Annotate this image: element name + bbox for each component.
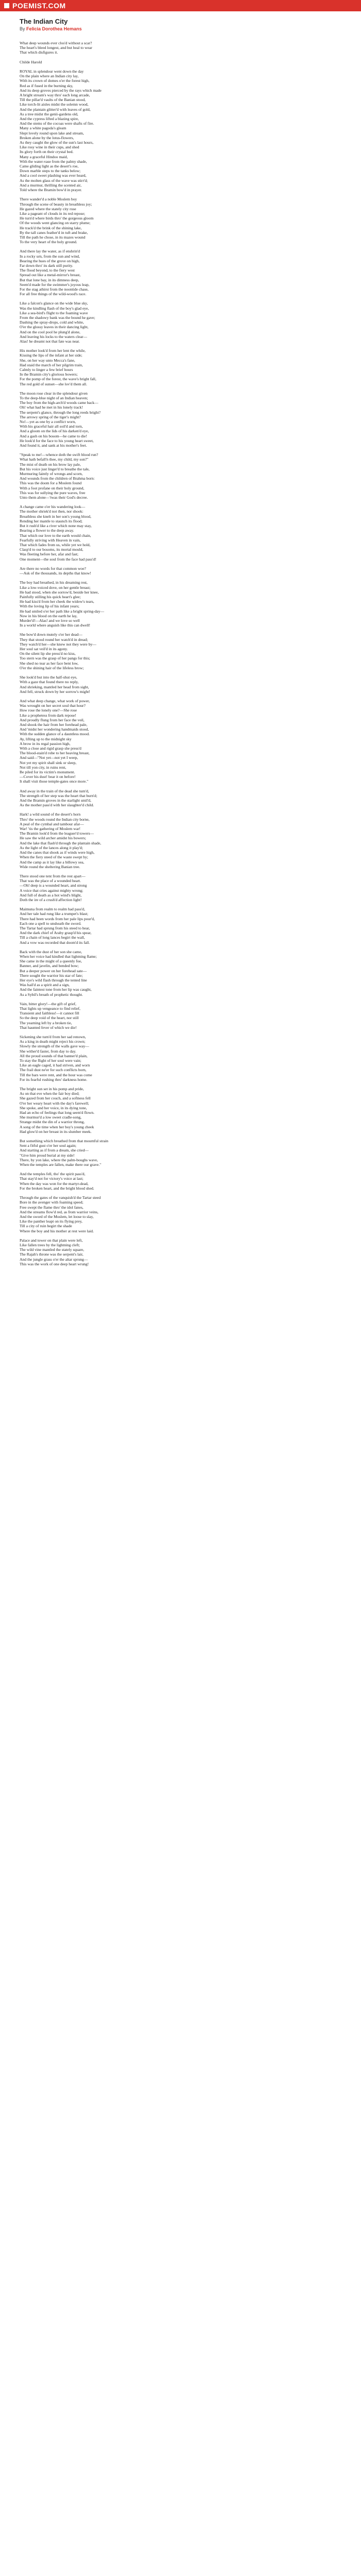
poem-line: But something which breathed from that mournful strain [20,1139,108,1144]
poem-line: As a Sybil's breath of prophetic thought. [20,992,83,997]
stanza [20,950,341,997]
poem-line: Sent a fitful gust o'er her soul again; [20,1143,76,1148]
logo-icon [4,3,9,8]
stanza [20,69,341,192]
poem-line: Not yet my spirit shall sink or sleep, [20,760,77,765]
poem-line: Sickening she turn'd from her sad renown, [20,1035,86,1039]
poem-line: That lights up vengeance to find relief, [20,1006,80,1011]
poem-line: Red as if fused in the burning sky, [20,83,73,88]
poem-line: With the loving lip of his infant years; [20,604,79,609]
poem-line: Dashing the spray-drops, cold and white, [20,320,84,325]
site-header [0,0,361,11]
poem-line: She look'd but into the half-shut eye, [20,675,77,680]
poem-line: And starting as if from a dream, she cried— [20,1148,89,1153]
poem-line: Be piled for its victim's monument. [20,770,75,775]
poem-line: Far down thro' its dark still purity. [20,263,73,268]
poem-line: Bearing the hues of the grove on high, [20,258,80,263]
poem-line: —Oh! deep is a wounded heart, and strong [20,883,87,888]
poem-line: And a murmur, thrilling the scented air, [20,182,82,188]
poem-line: The arrowy spring of the tiger's might? [20,414,81,419]
poem-line: The Rajah's throne was the serpent's lair, [20,1252,84,1257]
poem-line: But that lone bay, in its dimness deep, [20,277,79,282]
poem-line: Came gliding light as the desert's roe, [20,164,79,169]
poem-line: —Cover his dust! bear it on before! [20,774,76,779]
poem-line: There sought the warrior his star of fate; [20,973,83,978]
poem-line: Till the path he chose, in its mazes wound [20,234,86,240]
poem-line: Murmuring faintly of wrongs and scorn, [20,471,83,477]
poem-line: She came in the might of a queenly foe, [20,959,82,964]
poem-line: Like a falcon's glance on the wide blue sky, [20,301,88,306]
poem-line: Clasp'd to our bosoms, its mortal mould, [20,547,84,552]
poem-line: And the streams flow'd red, as from warrior veins, [20,1209,99,1214]
poem-line: A brow in its regal passion high, [20,741,71,746]
poem-line: She wither'd faster, from day to day. [20,1048,76,1054]
poem-line: He saw the wild archer amidst his bowers; [20,836,86,841]
poem-line: When the temples are fallen, make there our grave." [20,1162,102,1167]
poem-line: As they caught the glow of the sun's last hours, [20,140,94,145]
poem-line: The mist of death on his brow lay pale, [20,462,81,467]
poem-line: By the tall canes feather'd in tuft and brake, [20,230,88,235]
poem-line: This was the work of one deep heart wrung! [20,1261,89,1266]
stanza [20,249,341,296]
poem-line: Her eye's wild flash through the tented line [20,977,87,982]
poem-line: Till the bars were rent, and the hour was come [20,1072,92,1077]
poem-line: "Give him proud burial at my side! [20,1153,75,1158]
poem-line: And a cool sweet plashing was ever heard, [20,173,87,178]
poem-line: And full of death as a hot wind's blight, [20,892,82,897]
poem-line: With the sudden glance of a dauntless mood. [20,732,90,737]
poem-line: To stay the flight of her soul were vain; [20,1058,81,1063]
poem-line: The frail dust ne'er for such conflicts born, [20,1067,87,1073]
poem-line: And shook the hair from her forehead pale, [20,722,88,727]
poem-line: And away in the train of the dead she turn'd, [20,788,89,793]
poem-body [20,41,341,1266]
poem-line: Kissing the lips of the infant at her side; [20,353,83,358]
poem-line: The blood-stain'd robe to her heaving breast, [20,751,90,756]
poem-line: She murmur'd a low sweet cradle-song, [20,1115,81,1120]
poem-line: And found it, and sank at his mother's feet. [20,443,87,448]
poem-line: Oh! what had he met in his lonely track! [20,405,83,410]
poem-line [20,55,341,60]
poem-line: The mother shriek'd not then, nor shook: [20,509,84,514]
poem-line: Like a pageant of clouds in its red repose; [20,211,85,216]
poem-line: And the cypress lifted a blazing spire, [20,116,79,122]
stanza [20,391,341,448]
site-logo[interactable]: POEMIST.COM [12,2,66,10]
poem-line: Many a graceful Hindoo maid, [20,154,68,159]
poem-line: Are there no words for that common woe? [20,566,86,571]
poem-line: The wild vine mantled the stately square, [20,1247,85,1252]
poem-line: And its deep groves pierced by the rays which made [20,88,102,93]
poem-line: Bearing a flower to the deep away. [20,528,74,533]
stanza [20,41,341,64]
poem-line: Free swept the flame thro' the idol fanes, [20,1205,84,1210]
author-prefix: By [20,26,27,31]
poem-line: A song of the time when her boy's young cheek [20,1124,94,1129]
poem-line: The moon rose clear in the splendour given [20,391,88,396]
poem-line: Doth the ire of a crush'd affection light! [20,897,82,902]
stanza [20,566,341,628]
poem-line: The bright sun set in his pomp and pride, [20,1087,84,1092]
poem-line: This was for sullying the pure waves, free [20,490,86,495]
stanza [20,874,341,902]
poem-line: And the temples fell, tho' the spirit pass'd, [20,1172,86,1177]
poem-line: Breathless she knelt in her son's young blood, [20,514,91,519]
poem-line: It shall visit those temple-gates once more." [20,779,89,784]
poem-line: Strange midst the din of a warrior throng, [20,1120,85,1125]
poem-line: With a gaze that found there no reply, [20,680,79,685]
poem-line: Broken alone by the lotus-flowers, [20,135,74,140]
poem-line: He look'd for the face to his young heart sweet, [20,438,94,443]
poem-line: How rose the lonely one?—She rose [20,708,77,713]
poem-line: Each one a spell to unsheath the sword. [20,921,81,926]
poem-content [0,11,361,2576]
stanza [20,1195,341,1233]
poem-line: A change came o'er his wandering look— [20,504,86,510]
poem-line: In the Bramin city's glorious bowers; [20,372,78,377]
poem-line: A voice that cries against mighty wrong; [20,888,84,893]
poem-line: His mother look'd from her lent the while, [20,348,86,353]
poem-line: But it rush'd like a river which none may stay, [20,523,92,529]
poem-line: Slowly the strength of the walls gave way— [20,1044,89,1049]
poem-line: And there lay the water, as if enshrin'd [20,249,80,254]
stanza [20,452,341,500]
poem-line: And proudly flung from her face the veil, [20,717,85,722]
poem-line: Hark! a wild sound of the desert's horn [20,812,80,817]
poem-byline [20,26,341,31]
poem-line: Like torch-lit aisles midst the solemn wood, [20,102,89,107]
poem-line: He had stood, when she sorrow'd, beside her knee, [20,589,99,595]
poem-line: Many a white pagoda's gleam [20,126,67,131]
poem-line: Like fallen trees by the lightning cleft; [20,1242,80,1247]
poem-line: In a world where anguish like this can dwell! [20,623,91,628]
poem-line: Had an echo of feelings that long seem'd flown. [20,1110,94,1115]
poem-line: Palace and tower on that plain were left, [20,1238,83,1243]
poem-line: What deep wounds ever clos'd without a scar? [20,41,92,45]
poem-line: That which fades from us, while yet we hold, [20,542,91,547]
poem-line: And what deep change, what work of power, [20,699,90,703]
poem-line: The flood beyond, to the fiery west [20,268,75,273]
poem-line: There, by yon lake, where the palm-boughs wave, [20,1157,98,1162]
poem-line: When the day was won for the martyr-dead, [20,1181,89,1186]
poem-line: That which disfigures it. [20,50,58,55]
poem-line: ROYAL in splendour went down the day [20,69,84,74]
poem-line: With the water-vase from the palmy shade, [20,159,87,164]
poem-line: She, on her way unto Mecca's fane, [20,358,75,363]
poem-line: Not till yon city, in ruins rent, [20,765,67,770]
poem-line: She bow'd down mutely o'er her dead— [20,632,83,637]
poem-line: And the camp as it lay like a billowy sea, [20,859,85,865]
poem-line: Rending her mantle to staunch its flood; [20,518,83,523]
poem-line: She gazed from her couch, and a softness fell [20,1096,91,1101]
poem-line: Maimuna from realm to realm had pass'd, [20,907,85,912]
poem-line: And the sword of the Moslem, let loose to slay, [20,1214,94,1219]
poem-line: For its fearful rushing thro' darkness home. [20,1077,88,1082]
poem-line: Of the woods went glancing on starry plume; [20,221,91,226]
poem-line: The Tartar had sprung from his steed to hear, [20,925,90,930]
poem-line: And a vow was recorded that doom'd its fall. [20,940,90,945]
poem-line: Now in his blood on the earth he lay, [20,613,77,618]
poem-line: The strength of her step was the heart that burn'd; [20,793,97,798]
stanza [20,1172,341,1191]
poem-line: When the fiery steed of the waste swept by; [20,855,88,860]
poem-line: "Speak to me!—whence doth the swift blood run? [20,452,99,457]
poem-line: And said—"Not yet—not yet I weep, [20,755,78,760]
poem-line: They that stood round her watch'd in dread; [20,637,88,642]
stanza [20,632,341,694]
poem-line: One moment—the soul from the face had pass'd! [20,556,96,562]
poem-line: Banner, and javelin, and bended bow; [20,963,79,969]
stanza [20,1087,341,1134]
poem-line: On the plain where an Indian city lay, [20,74,79,79]
poem-line: Told where the Bramin bow'd in prayer. [20,188,82,193]
poem-line: On the silent lip she press'd no kiss, [20,651,76,656]
stanza [20,699,341,784]
poem-line: Like rosy wine in their cups, and shed [20,145,79,150]
stanza [20,1002,341,1030]
stanza [20,301,341,344]
poem-line: A bright stream's way thro' each long arcade, [20,93,90,98]
poem-line: With his graceful hair all soil'd and torn, [20,424,83,429]
poem-line: Like a sea-bird's flight to the foaming wave [20,310,88,315]
poem-line: And the Bramin groves in the starlight smil'd, [20,798,91,803]
stanza [20,812,341,869]
poem-line: And the lake that flash'd through the plantain shade, [20,840,102,845]
poem-line: Unto them alone—'twas their God's decree. [20,495,88,500]
poem-line: With its crown of domes o'er the forest high, [20,78,90,83]
poem-line: And the dark chief of Araby grasp'd his spear, [20,930,92,936]
poem-line: She shed no tear as her face bent low, [20,660,79,666]
stanza [20,1035,341,1082]
poem-line: No!—yet as one by a conflict worn, [20,419,76,425]
poem-line: That haunted fever of which we die! [20,1025,77,1030]
poem-line: For the pomp of the forest, the wave's bright fall, [20,377,96,382]
poem-line: Till a city of ruin begirt the shade [20,1224,72,1229]
poem-line: He turn'd where birds thro' the gorgeous gloom [20,216,94,221]
poem-line: —Ask of the thousands, its depths that know! [20,570,91,575]
poem-line: With a close and rigid grasp she press'd [20,746,81,751]
poem-line: O'er the glossy leaves in their dancing light, [20,325,89,330]
stanza [20,1238,341,1266]
poem-line: As the mother pass'd with her slaughter'd child. [20,803,94,808]
poem-line: With a foot profane on their holy ground, [20,485,85,490]
poem-line: Had staid the march of her pilgrim train, [20,362,83,367]
poem-line: For the broken heart, and the bright blood shed. [20,1185,94,1191]
poem-line: Was fleeting before her, afar and fast; [20,552,78,557]
poem-line: Transient and faithless!—it cannot fill [20,1011,79,1016]
poem-line: And fell, struck down by her sorrow's might! [20,689,90,694]
poem-line: The red gold of sunset—she lov'd them all. [20,381,87,386]
poem-line: Back with the dust of her son she came, [20,949,82,954]
poem-line: All the proud sounds of that banner'd plain, [20,1053,88,1058]
poem-line: When her voice had kindled that lightning flame; [20,954,97,959]
poem-line: To the very heart of the holy ground. [20,240,77,245]
poem-line: Slept lovely round upon lake and stream, [20,130,84,135]
poem-line: And leaving his locks to the waters clear— [20,334,87,339]
poem-line: And wounds from the children of Brahma born: [20,476,95,481]
poem-line: Like a prophetess from dark repose! [20,713,76,718]
poem-line: Bore in the avenger with foaming speed; [20,1200,84,1205]
poem-line: And the plantain glitter'd with leaves of gold, [20,107,91,112]
poem-line: Fearfully striving with Heaven in vain, [20,537,81,543]
poem-line: He track'd the brink of the shining lake, [20,225,82,230]
poem-line: So the deep void of the heart, nor still [20,1015,79,1021]
poem-line: Her soul sat veil'd in its agony. [20,646,68,651]
poem-line: Vain, bitter glory!—the gift of grief, [20,1001,76,1006]
poem-line: And the stems of the cocoas were shafts of fire. [20,121,94,126]
poem-line: The boy had breathed, in his dreaming rest, [20,580,88,585]
poem-line: In a rocky urn, from the sun and wind, [20,253,80,259]
poem-line [20,670,341,675]
poem-line: Calmly to linger a few brief hours [20,367,73,372]
poem-line: Childe Harold [20,59,42,64]
poem-line: But a deeper power on her forehead sate— [20,968,87,973]
poem-line: As on that eve when the fair boy died; [20,1091,79,1096]
poem-line: That which our love to the earth would chain, [20,533,91,538]
poem-line: Like a low-voiced dove, on her gentle breast; [20,585,91,590]
poem-line: Till the pillar'd vaults of the Banian stood, [20,97,86,103]
poem-line: Spread out like a metal-mirror's breast, [20,273,81,278]
stanza [20,907,341,945]
poem-line: He had kiss'd from her cheek the widow's tears, [20,599,94,604]
stanza [20,348,341,386]
poem-line: Where the boy and his mother at rest were laid. [20,1228,94,1233]
poem-line: Through the gates of the vanquish'd the Tartar steed [20,1195,101,1200]
poem-line: Like an eagle caged, it had striven, and worn [20,1063,90,1068]
poem-line: For the stag athirst from the noontide chase, [20,286,89,292]
poem-line: Was hail'd as a spirit and a sign, [20,982,70,988]
poem-line: A peal of the cymbal and tambour afar— [20,821,84,826]
poem-line: Till a chain of long lances begirt the wall, [20,935,85,940]
poem-line: Ay, lifting up to the midnight sky [20,736,72,741]
poem-line: The serpent's glance, through the long reeds bright? [20,410,101,415]
poem-line: As the light of the lances along it play'd; [20,845,83,850]
poem-line: The yearning left by a broken tie, [20,1020,72,1025]
poem-line: But his voice just linger'd to breathe the tale, [20,466,90,471]
poem-line: They watch'd her—she knew not they were by— [20,641,96,647]
poem-line: He gazed where the stately city rose [20,206,76,211]
poem-line: Thro' the woods round the Indian city borne, [20,817,90,822]
stanza [20,789,341,808]
poem-line: There had been words from her pale lips pour'd, [20,916,95,921]
poem-line: And the jungle grass o'er the altar sprung— [20,1257,88,1262]
poem-line: That stay'd not for victory's voice at last; [20,1176,84,1181]
poem-line: As a tree midst the genii-gardens old, [20,111,78,116]
poem-line: Painfully stilling his quick heart's glee; [20,594,81,599]
author-link[interactable]: Felicia Dorothea Hemans [26,26,82,31]
stanza [20,504,341,561]
poem-line: The boy from the high-arch'd woods came back— [20,400,99,405]
poem-line: Had glow'd on her breast in its slumber meek. [20,1129,92,1134]
poem-line: Wide round the sheltering Banian tree. [20,864,80,869]
poem-line: War! 'tis the gathering of Moslem war! [20,826,81,832]
poem-line: She spoke, and her voice, in its dying tone, [20,1105,87,1110]
poem-line: And shrieking, mantled her head from sight, [20,684,89,689]
poem-line: O'er her weary heart with the day's farewell; [20,1100,89,1106]
poem-line: Was the kindling flash of the boy's glad eye, [20,306,89,311]
poem-line: And a gloom on the lids of his darken'd eye, [20,429,89,434]
poem-line: And her tale had rung like a trumpet's blast; [20,911,88,917]
poem-line: Murder'd!—Alas! and we love so well [20,618,80,623]
poem-line: Alas! he dreamt not that fate was near. [20,338,80,344]
poem-line: And the faintest tone from her lip was caught, [20,987,92,992]
stanza [20,197,341,244]
stanza [20,1139,341,1167]
poem-line: Through the scene of beauty in breathless joy; [20,201,92,207]
poem-line: There stood one tent from the rest apart— [20,873,86,878]
poem-line: And on the cool pool he plung'd alone, [20,329,80,334]
poem-line: Was wrought on her secret soul that hour? [20,703,86,708]
poem-line [20,575,341,580]
poem-line: The heart's bleed longest, and but heal to wear [20,45,92,50]
poem-line: As the molten glass of the wave was stirr'd; [20,178,88,183]
poem-line: Too stern was the grasp of her pangs for this; [20,656,90,661]
poem-line: That was the place of a wounded heart. [20,878,81,884]
poem-line: He had smiled o'er her path like a bright spring-day— [20,608,104,614]
poem-line: To the deep-blue night of an Indian heaven; [20,396,88,401]
poem-line: From the shadowy bank was the bound he gave; [20,315,95,320]
poem-line: Its glory forth on their crystal bed. [20,149,74,155]
poem-line: And a gash on his bosom—he came to die! [20,433,87,438]
poem-line: This was the doom for a Moslem found [20,481,82,486]
poem-line: Down marble steps to the tanks below; [20,168,81,174]
poem-title: The Indian City [20,18,68,25]
poem-line: Like the panther leapt on its flying prey, [20,1219,83,1224]
poem-line: Seem'd made for the swimmer's joyous leap, [20,282,90,287]
poem-line: What hath befall'n thee, my child, my son?" [20,457,89,462]
poem-line: For all free things of the wild-wood's race. [20,292,87,297]
poem-line: There wander'd a noble Moslem boy [20,197,77,202]
poem-line: And the canes that shook as if winds were high, [20,850,95,855]
poem-line: O'er the shining hair of the lifeless brow; [20,665,84,670]
poem-line: As a king in death might reject his crown; [20,1039,86,1044]
poem-line: The Bramin look'd from the leaguer'd towers— [20,831,94,836]
poem-line: And 'midst her wondering handmaids stood, [20,727,89,732]
